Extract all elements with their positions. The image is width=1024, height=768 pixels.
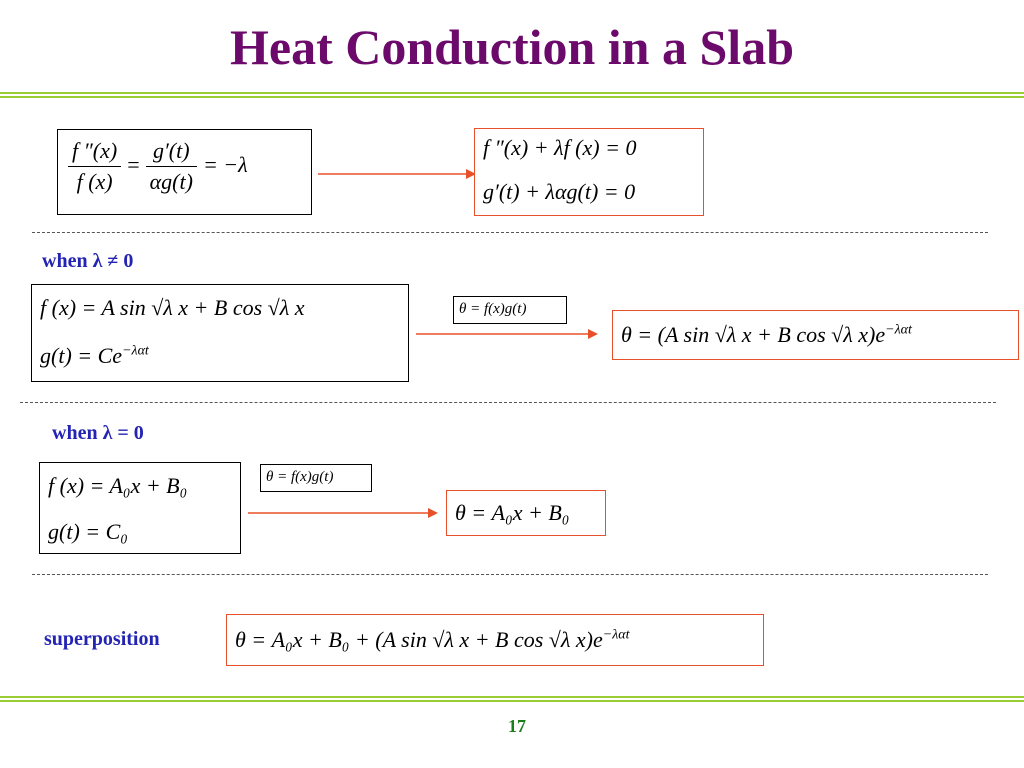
section-divider-2	[20, 402, 996, 403]
label-when-zero: when λ = 0	[52, 422, 144, 444]
arrow-to-odes	[318, 166, 478, 182]
superposition-base: θ = A₀x + B₀ + (A sin √λ x + B cos √λ x)e	[235, 627, 603, 652]
zero-product-formula: θ = f(x)g(t)	[266, 469, 334, 485]
separation-constant: = −λ	[202, 151, 248, 177]
separation-equation-box	[57, 129, 312, 215]
temporal-numerator: g′(t)	[146, 138, 197, 167]
slide-title: Heat Conduction in a Slab	[229, 19, 794, 75]
ode-box	[474, 128, 704, 216]
zero-product-box	[260, 464, 372, 492]
page-number: 17	[508, 716, 526, 736]
footer-rule-top	[0, 696, 1024, 698]
zero-spatial-solution: f (x) = A₀x + B₀	[48, 473, 188, 498]
label-when-nonzero: when λ ≠ 0	[42, 250, 134, 272]
nonzero-temporal-exponent: −λαt	[122, 343, 149, 359]
temporal-ode: g′(t) + λαg(t) = 0	[483, 179, 636, 204]
spatial-numerator: f ″(x)	[68, 138, 121, 167]
temporal-fraction	[146, 138, 197, 196]
spatial-fraction	[68, 138, 121, 196]
footer-rule-bottom	[0, 700, 1024, 702]
section-divider-3	[32, 574, 988, 575]
nonzero-product-box	[453, 296, 567, 324]
nonzero-theta-box	[612, 310, 1019, 360]
separation-equation: $\frac{f ''(x)}{f (x)}$ = $\frac{g'(t)}{\alpha g(t)}$ = −λ	[62, 138, 248, 196]
arrow-to-nonzero-theta	[416, 326, 600, 342]
spatial-denominator: f (x)	[76, 169, 113, 195]
nonzero-product-formula: θ = f(x)g(t)	[459, 301, 527, 317]
superposition-box	[226, 614, 764, 666]
superposition-exponent: −λαt	[602, 627, 630, 643]
section-divider-1	[32, 232, 988, 233]
superposition-solution	[235, 627, 630, 653]
label-superposition: superposition	[44, 628, 160, 650]
temporal-denominator: αg(t)	[149, 169, 193, 195]
nonzero-theta-base: θ = (A sin √λ x + B cos √λ x)e	[621, 322, 886, 347]
zero-temporal-solution: g(t) = C₀	[48, 519, 128, 544]
nonzero-spatial-solution: f (x) = A sin √λ x + B cos √λ x	[40, 295, 305, 320]
zero-theta-box	[446, 490, 606, 536]
spatial-ode: f ″(x) + λf (x) = 0	[483, 135, 637, 160]
nonzero-temporal-base: g(t) = Ce	[40, 343, 123, 368]
arrow-to-zero-theta	[248, 505, 440, 521]
title-rule-bottom	[0, 96, 1024, 98]
nonzero-temporal-solution	[40, 343, 149, 369]
zero-theta-solution: θ = A₀x + B₀	[455, 500, 570, 525]
zero-solution-box	[39, 462, 241, 554]
title-rule-top	[0, 92, 1024, 94]
nonzero-theta-solution	[621, 322, 912, 348]
nonzero-solution-box	[31, 284, 409, 382]
nonzero-theta-exponent: −λαt	[885, 322, 912, 338]
